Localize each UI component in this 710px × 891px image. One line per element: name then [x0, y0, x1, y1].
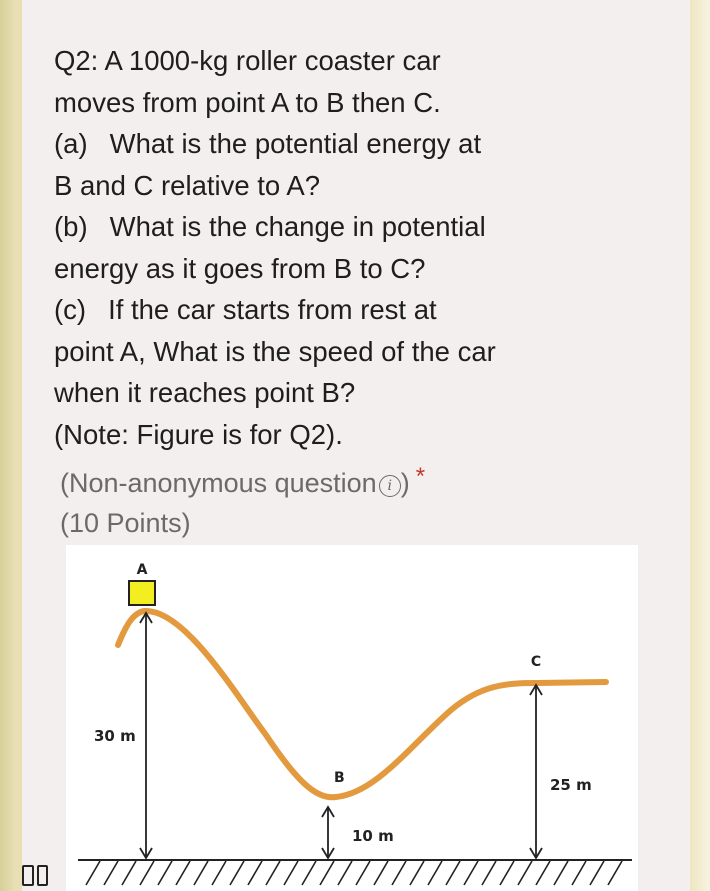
- part-b-text-1: What is the change in potential: [109, 211, 486, 242]
- height-arrow-c: [530, 685, 542, 858]
- label-point-a: A: [136, 562, 148, 578]
- part-c-text-1: If the car starts from rest at: [108, 294, 437, 325]
- part-b-line-2: energy as it goes from B to C?: [54, 252, 426, 284]
- label-point-b: B: [334, 770, 345, 786]
- roller-coaster-car: [129, 581, 155, 605]
- label-height-a: 30 m: [94, 727, 136, 745]
- part-a-line-1: [54, 123, 614, 165]
- panel-toggle-left: [22, 865, 34, 886]
- anonymity-close: ): [400, 468, 410, 498]
- ground-hatching: [86, 861, 622, 885]
- required-asterisk: *: [415, 463, 426, 490]
- part-a-text-1: What is the potential energy at: [109, 128, 482, 159]
- figure-diagram: [66, 545, 638, 891]
- info-icon[interactable]: i: [379, 475, 401, 497]
- part-c-line-3: when it reaches point B?: [54, 377, 356, 408]
- part-b-line-1: [54, 206, 614, 248]
- label-point-c: C: [530, 654, 542, 670]
- part-c-line-2: point A, What is the speed of the car: [54, 335, 496, 367]
- label-height-b: 10 m: [352, 827, 394, 845]
- height-arrow-b: [322, 807, 334, 858]
- part-a-tag: (a): [54, 128, 88, 159]
- question-meta: [60, 457, 425, 543]
- anonymity-line: [60, 457, 425, 503]
- label-height-c: 25 m: [550, 776, 592, 794]
- frame-left: [0, 0, 14, 891]
- question-text: [54, 40, 614, 455]
- part-b-tag: (b): [54, 211, 88, 242]
- panel-toggle-right: [37, 865, 49, 886]
- height-arrow-a: [140, 613, 152, 858]
- roller-coaster-track: [118, 611, 606, 797]
- panel-toggle-icon[interactable]: [22, 865, 48, 885]
- question-line-1: Q2: A 1000-kg roller coaster car: [54, 45, 441, 76]
- points-label: (10 Points): [60, 508, 191, 538]
- part-c-line-1: [54, 289, 614, 331]
- anonymity-text: (Non-anonymous question: [60, 468, 377, 498]
- frame-right: [688, 0, 710, 891]
- part-a-line-2: B and C relative to A?: [54, 169, 320, 201]
- question-line-2: moves from point A to B then C.: [54, 86, 441, 118]
- part-c-tag: (c): [54, 294, 87, 325]
- note-line: (Note: Figure is for Q2).: [54, 418, 343, 450]
- roller-coaster-figure: [66, 545, 638, 891]
